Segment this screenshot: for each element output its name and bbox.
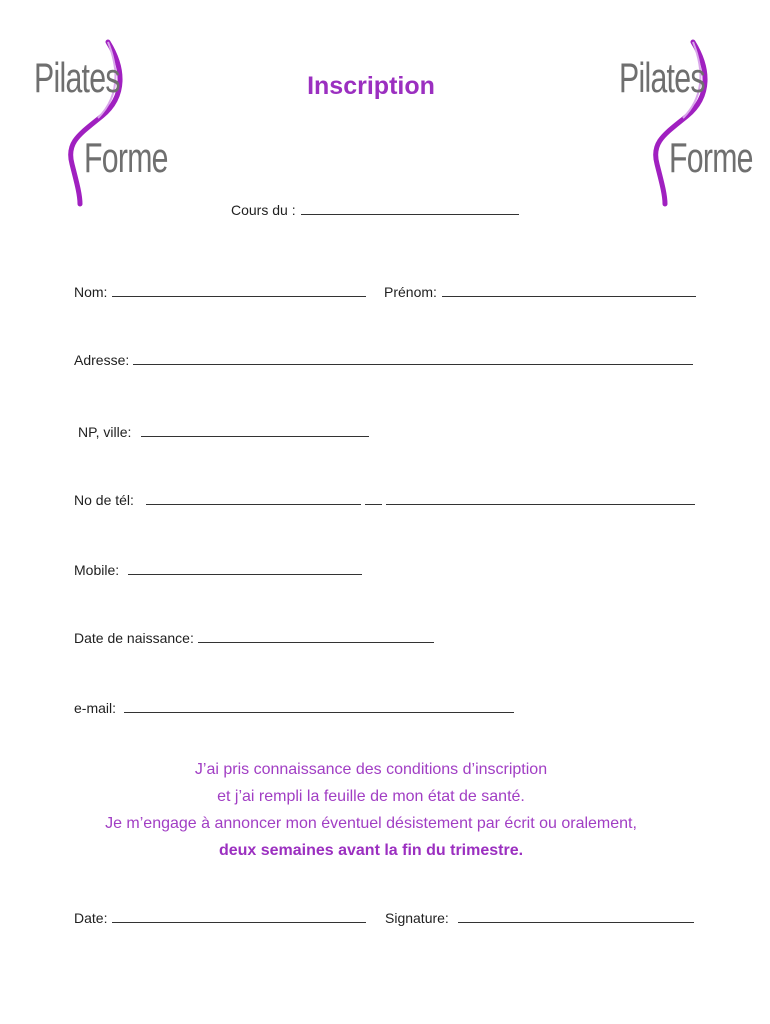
logo-word-forme: Forme bbox=[84, 134, 168, 181]
adresse-blank[interactable] bbox=[133, 363, 693, 365]
logo-right bbox=[617, 38, 753, 208]
np-ville-label: NP, ville: bbox=[78, 424, 132, 440]
tel-label: No de tél: bbox=[74, 492, 134, 508]
page-title: Inscription bbox=[307, 72, 435, 100]
email-label: e-mail: bbox=[74, 700, 117, 716]
naissance-field bbox=[74, 630, 434, 646]
prenom-label: Prénom: bbox=[384, 284, 437, 300]
signature-blank[interactable] bbox=[458, 921, 694, 923]
notice-line-3: Je m’engage à annoncer mon éventuel désistement par écrit ou oralement, bbox=[105, 815, 637, 832]
date-label: Date: bbox=[74, 910, 108, 926]
adresse-label: Adresse: bbox=[74, 352, 130, 368]
notice-text bbox=[0, 756, 742, 864]
logo-word-forme: Forme bbox=[669, 134, 753, 181]
email-blank[interactable] bbox=[124, 711, 514, 713]
signature-field bbox=[385, 910, 694, 926]
adresse-field bbox=[74, 352, 693, 368]
notice-line-2: et j’ai rempli la feuille de mon état de santé. bbox=[217, 788, 525, 805]
tel-blank-3[interactable] bbox=[386, 503, 695, 505]
date-field bbox=[74, 910, 366, 926]
prenom-field bbox=[384, 284, 696, 300]
naissance-blank[interactable] bbox=[198, 641, 434, 643]
mobile-label: Mobile: bbox=[74, 562, 120, 578]
email-field bbox=[74, 700, 514, 716]
logo-word-pilates: Pilates bbox=[619, 54, 705, 101]
cours-blank[interactable] bbox=[301, 213, 519, 215]
cours-field bbox=[231, 202, 519, 218]
prenom-blank[interactable] bbox=[442, 295, 696, 297]
logo-left bbox=[32, 38, 168, 208]
cours-label: Cours du : bbox=[231, 202, 296, 218]
tel-blank-1[interactable] bbox=[146, 503, 361, 505]
notice-line-4: deux semaines avant la fin du trimestre. bbox=[218, 842, 524, 859]
np-ville-field bbox=[78, 424, 369, 440]
nom-label: Nom: bbox=[74, 284, 108, 300]
naissance-label: Date de naissance: bbox=[74, 630, 194, 646]
np-ville-blank[interactable] bbox=[141, 435, 369, 437]
nom-blank[interactable] bbox=[112, 295, 366, 297]
tel-field bbox=[74, 492, 695, 508]
mobile-field bbox=[74, 562, 362, 578]
mobile-blank[interactable] bbox=[128, 573, 362, 575]
date-blank[interactable] bbox=[112, 921, 366, 923]
signature-label: Signature: bbox=[385, 910, 449, 926]
notice-line-1: J’ai pris connaissance des conditions d’inscription bbox=[194, 761, 548, 778]
nom-field bbox=[74, 284, 366, 300]
tel-blank-2[interactable] bbox=[365, 503, 382, 505]
logo-word-pilates: Pilates bbox=[34, 54, 120, 101]
